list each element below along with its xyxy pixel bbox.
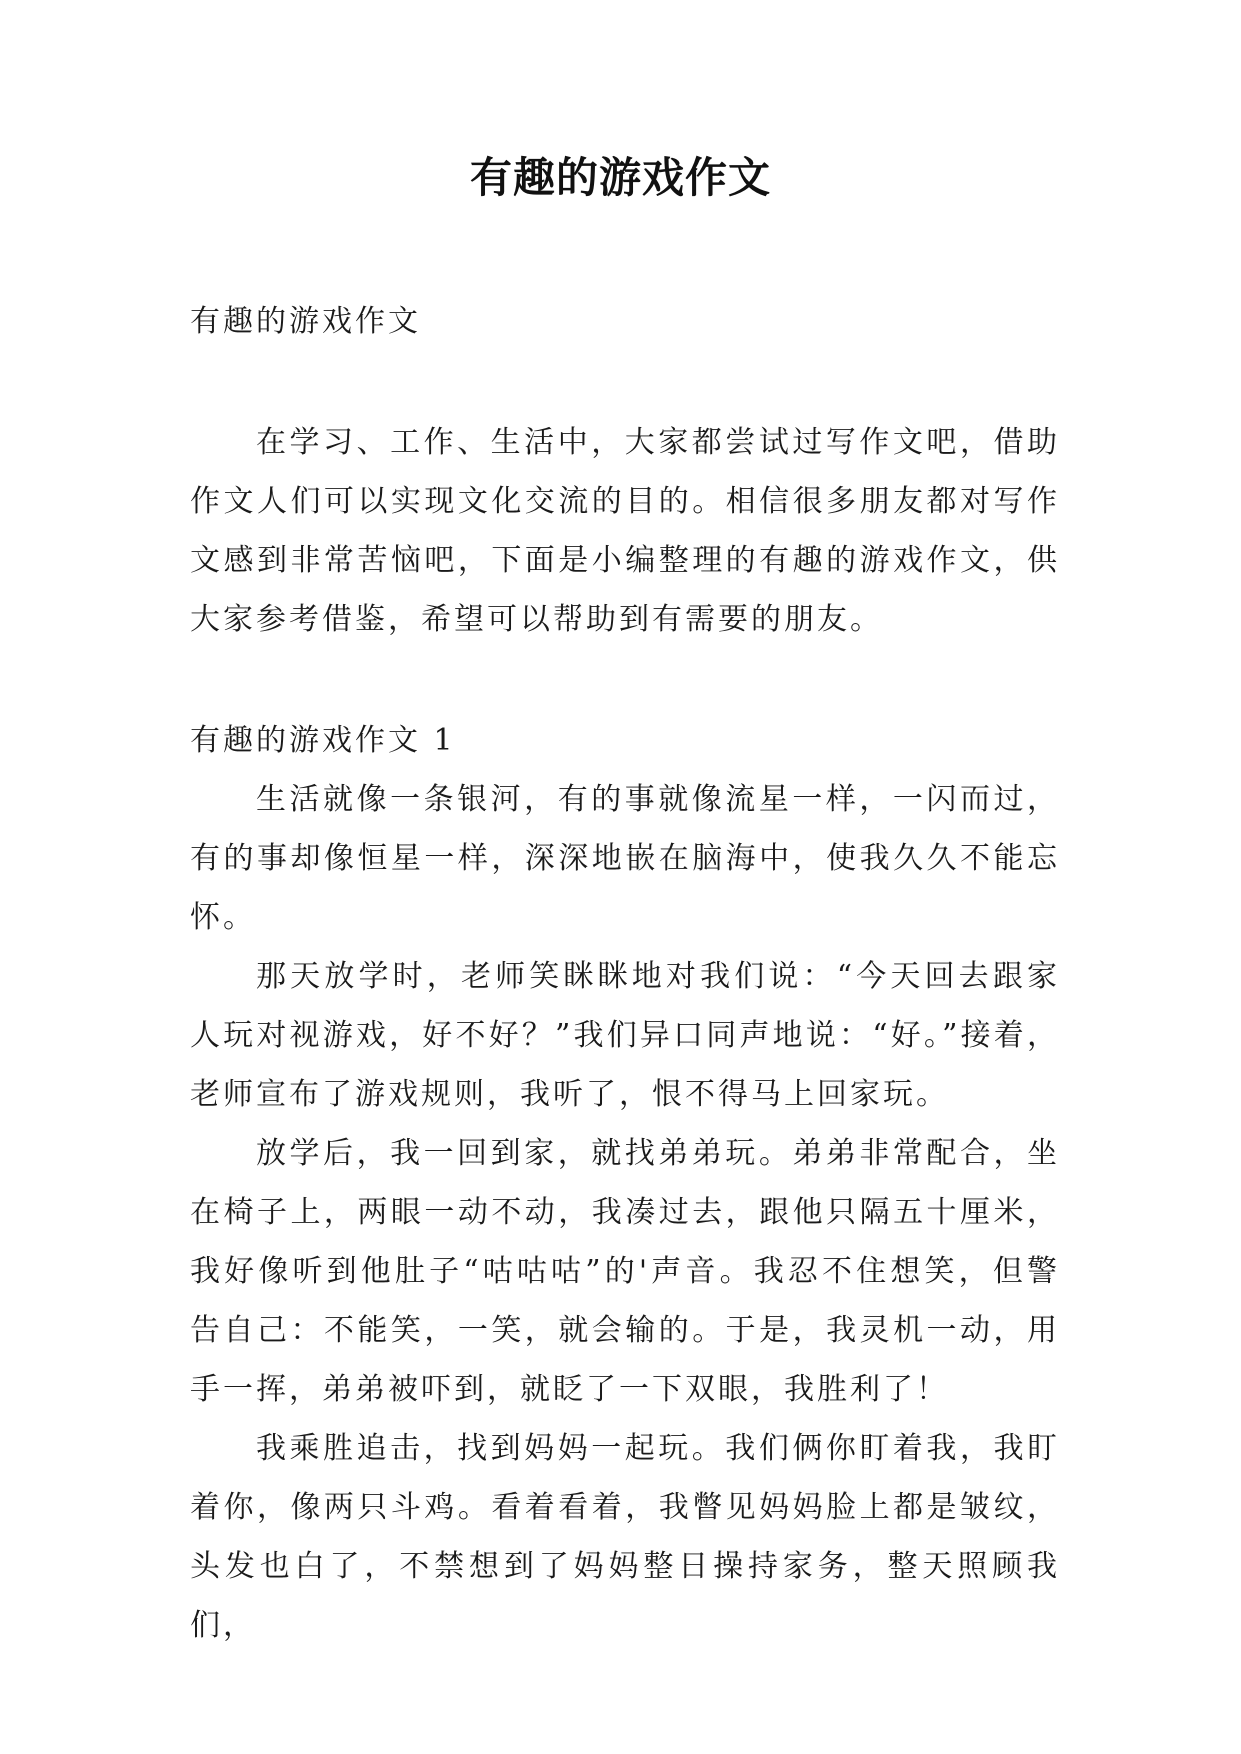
document-body: [190, 292, 1060, 1655]
body-paragraph: 放学后，我一回到家，就找弟弟玩。弟弟非常配合，坐在椅子上，两眼一动不动，我凑过去，跟他只隔五十厘米，我好像听到他肚子“咕咕咕”的'声音。我忍不住想笑，但警告自己：不能笑，一笑，就会输的。于是，我灵机一动，用手一挥，弟弟被吓到，就眨了一下双眼，我胜利了！: [190, 1136, 1060, 1407]
document-title: 有趣的游戏作文: [469, 153, 771, 202]
section-heading: 有趣的游戏作文 1: [190, 723, 456, 758]
body-paragraph: 我乘胜追击，找到妈妈一起玩。我们俩你盯着我，我盯着你，像两只斗鸡。看着看着，我瞥见妈妈脸上都是皱纹，头发也白了，不禁想到了妈妈整日操持家务，整天照顾我们，: [190, 1431, 1060, 1643]
spacer: [190, 351, 1060, 413]
spacer: [190, 649, 1060, 711]
body-paragraph: 那天放学时，老师笑眯眯地对我们说：“今天回去跟家人玩对视游戏，好不好？”我们异口同声地说：“好。”接着，老师宣布了游戏规则，我听了，恨不得马上回家玩。: [190, 959, 1060, 1112]
document-subtitle: 有趣的游戏作文: [190, 304, 421, 339]
body-paragraph: 生活就像一条银河，有的事就像流星一样，一闪而过，有的事却像恒星一样，深深地嵌在脑海中，使我久久不能忘怀。: [190, 782, 1060, 935]
intro-paragraph: 在学习、工作、生活中，大家都尝试过写作文吧，借助作文人们可以实现文化交流的目的。相信很多朋友都对写作文感到非常苦恼吧，下面是小编整理的有趣的游戏作文，供大家参考借鉴，希望可以帮助到有需要的朋友。: [190, 425, 1060, 637]
